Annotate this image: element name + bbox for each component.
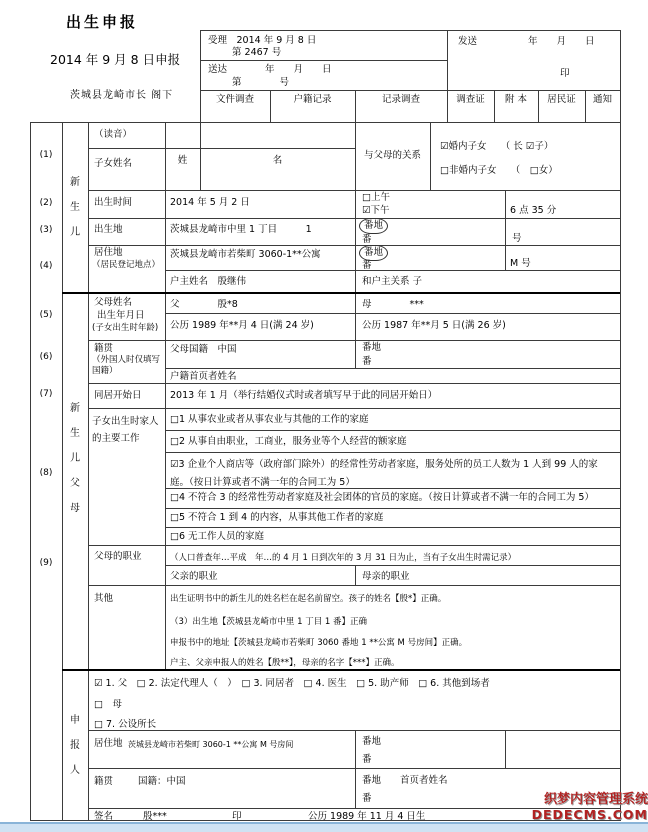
group-label-declarant: 申报人 [70,714,80,776]
other-line-3: 申报书中的地址【茨城县龙崎市若柴町 3060 番地 1 **公寓 M 号房间】正确。 [170,638,468,648]
domicile-label: 籍贯 [94,343,114,354]
row-number-2: (2) [39,198,53,208]
am-checkbox: □上午 [362,192,390,203]
parents-nationality: 父母国籍 中国 [170,344,237,355]
parents-dob-label: 出生年月日 [97,310,145,321]
surname-label: 姓 [177,155,188,166]
row-number-9: (9) [39,558,53,568]
householder-relation: 和户主关系 子 [362,276,423,287]
deliver-date: 送达 年 月 日 [208,64,332,75]
declaration-date: 2014 年 9 月 8 日申报 [50,52,181,67]
declarant-residence-label: 居住地 [94,738,123,749]
deliver-number: 第 号 [232,77,290,88]
birth-place-value: 茨城县龙崎市中里 1 丁目 1 [170,224,312,235]
declarant-residence-value: 茨城县龙崎市若柴町 3060-1 **公寓 M 号房间 [128,740,294,749]
head-page-name-label: 首页者姓名 [400,775,448,786]
residence-label: 居住地 [94,247,123,258]
stamp-cell-check-cert: 调查证 [456,94,485,105]
send-label: 发送 [458,36,478,47]
mother-occupation-label: 母亲的职业 [362,571,410,582]
mother-name: 母 *** [362,299,424,310]
givenname-label: 名 [272,155,283,166]
stamp-cell-record-check: 记录调查 [381,94,420,105]
declarant-role-line-1: ☑ 1. 父 □ 2. 法定代理人（ ） □ 3. 同居者 □ 4. 医生 □ 5. 助产师 □ 6. 其他到场者 [94,678,490,689]
birth-time-label: 出生时间 [94,197,133,208]
birth-date-value: 2014 年 5 月 2 日 [170,197,250,208]
householder-name: 户主姓名 殷继伟 [170,276,247,287]
stamp-cell-attachment: 附 本 [504,94,528,105]
addressee: 茨城县龙崎市长 阁下 [70,90,174,101]
signature-name: 殷*** [143,811,167,822]
ban-label: 番 [362,356,372,367]
group-label-newborn-parents: 新生儿父母 [70,402,80,514]
signer-dob: 公历 1989 年 11 月 4 日生 [308,811,426,822]
row-number-6: (6) [39,352,53,362]
banchi-circled: 番地 [359,245,388,261]
row-number-8: (8) [39,468,53,478]
row-number-1: (1) [39,150,53,160]
declarant-nationality-value: 国籍：中国 [138,776,186,787]
group-label-newborn: 新生儿 [70,177,80,238]
mother-dob: 公历 1987 年**月 5 日(满 26 岁) [362,320,506,331]
watermark-line-1: 织梦内容管理系统 [543,792,648,807]
resident-registration-label: （居民登记地点） [92,260,161,270]
declarant-role-line-3: □ 7. 公设所长 [94,719,157,730]
row-number-4: (4) [39,261,53,271]
go-label: 号 [512,233,522,244]
declarant-role-line-2: □ 母 [94,699,122,710]
other-line-4: 户主、父亲申报人的姓名【殷**】，母亲的名字【***】正确。 [170,658,400,668]
work-option-3-checked: ☑3 企业个人商店等（政府部门除外）的经常性劳动者家庭，服务处所的员工人数为 1 人到 99 人的家庭。（按日计算或者不满一年的合同工为 5） [170,459,598,488]
illegitimate-child-checkbox-line: □非婚内子女 （ □女） [440,165,558,176]
page-title: 出生申报 [66,13,139,31]
father-occupation-label: 父亲的职业 [170,571,218,582]
other-line-2: （3）出生地【茨城县龙崎市中里 1 丁目 1 番】正确 [170,617,368,627]
stamp-cell-resident-card: 居民证 [547,94,576,105]
banchi-label: 番地 [362,342,382,353]
family-work-label: 子女出生时家人的主要工作 [92,416,159,444]
banchi-label: 番地 [362,775,382,786]
foreigner-note-label: （外国人时仅填写国籍） [92,355,161,376]
stamp-cell-document-check: 文件调查 [215,94,254,105]
birth-place-label: 出生地 [94,224,123,235]
accept-number: 第 2467 号 [232,47,282,58]
work-option-1: □1 从事农业或者从事农业与其他的工作的家庭 [170,414,369,425]
banchi-circled: 番地 [359,218,388,234]
work-option-4: □4 不符合 3 的经常性劳动者家庭及社会团体的官员的家庭。（按日计算或者不满一年的合同工为 5） [170,492,594,503]
send-ymd: 年 月 日 [528,36,595,47]
accept-date: 受理 2014 年 9 月 8 日 [208,35,317,46]
child-name-label: 子女姓名 [94,158,133,169]
bottom-strip [0,822,648,832]
row-number-5: (5) [39,310,53,320]
seal-label: 印 [560,68,570,79]
occupation-note: （人口普查年…平成 年…的 4 月 1 日到次年的 3 月 31 日为止，当有子女出生时需记录） [170,553,517,563]
other-label: 其他 [94,593,114,604]
pronunciation-label: （读音） [94,129,133,140]
ban-label: 番 [362,793,372,804]
ban-label: 番 [362,754,372,765]
watermark [428,788,648,822]
signature-seal-label: 印 [232,811,242,822]
cohabitation-start-value: 2013 年 1 月（举行结婚仪式时或者填写早于此的同居开始日） [170,390,438,401]
watermark-line-2: DEDECMS.COM [531,807,648,822]
work-option-2: □2 从事自由职业，工商业，服务业等个人经营的额家庭 [170,436,407,447]
birth-clock-value: 6 点 35 分 [510,205,557,216]
ban-label: 番 [362,260,372,271]
parents-age-label: (子女出生时年龄) [92,323,159,333]
work-option-6: □6 无工作人员的家庭 [170,531,265,542]
relation-to-parents-label: 与父母的关系 [363,150,421,161]
pm-checkbox: ☑下午 [362,205,390,216]
residence-value: 茨城县龙崎市若柴町 3060-1**公寓 [170,249,321,260]
legitimate-child-checkbox-line: ☑婚内子女 （ 长 ☑子） [440,141,554,152]
parents-name-label: 父母姓名 [94,297,133,308]
signature-label: 签名 [94,811,114,822]
register-head-name-label: 户籍首页者姓名 [170,371,237,382]
other-line-1: 出生证明书中的新生儿的姓名栏在起名前留空。孩子的姓名【殷*】正确。 [170,594,447,604]
declarant-domicile-label: 籍贯 [94,776,114,787]
stamp-cell-koseki-record: 户籍记录 [293,94,332,105]
row-number-7: (7) [39,389,53,399]
parents-occupation-label: 父母的职业 [94,551,142,562]
father-name: 父 殷*8 [170,299,238,310]
banchi-label: 番地 [362,736,382,747]
row-number-3: (3) [39,225,53,235]
work-option-5: □5 不符合 1 到 4 的内容，从事其他工作者的家庭 [170,512,384,523]
ban-label: 番 [362,234,372,245]
cohabitation-start-label: 同居开始日 [94,390,142,401]
stamp-cell-notice: 通知 [592,94,612,105]
father-dob: 公历 1989 年**月 4 日(满 24 岁) [170,320,314,331]
room-number-value: M 号 [510,258,531,269]
